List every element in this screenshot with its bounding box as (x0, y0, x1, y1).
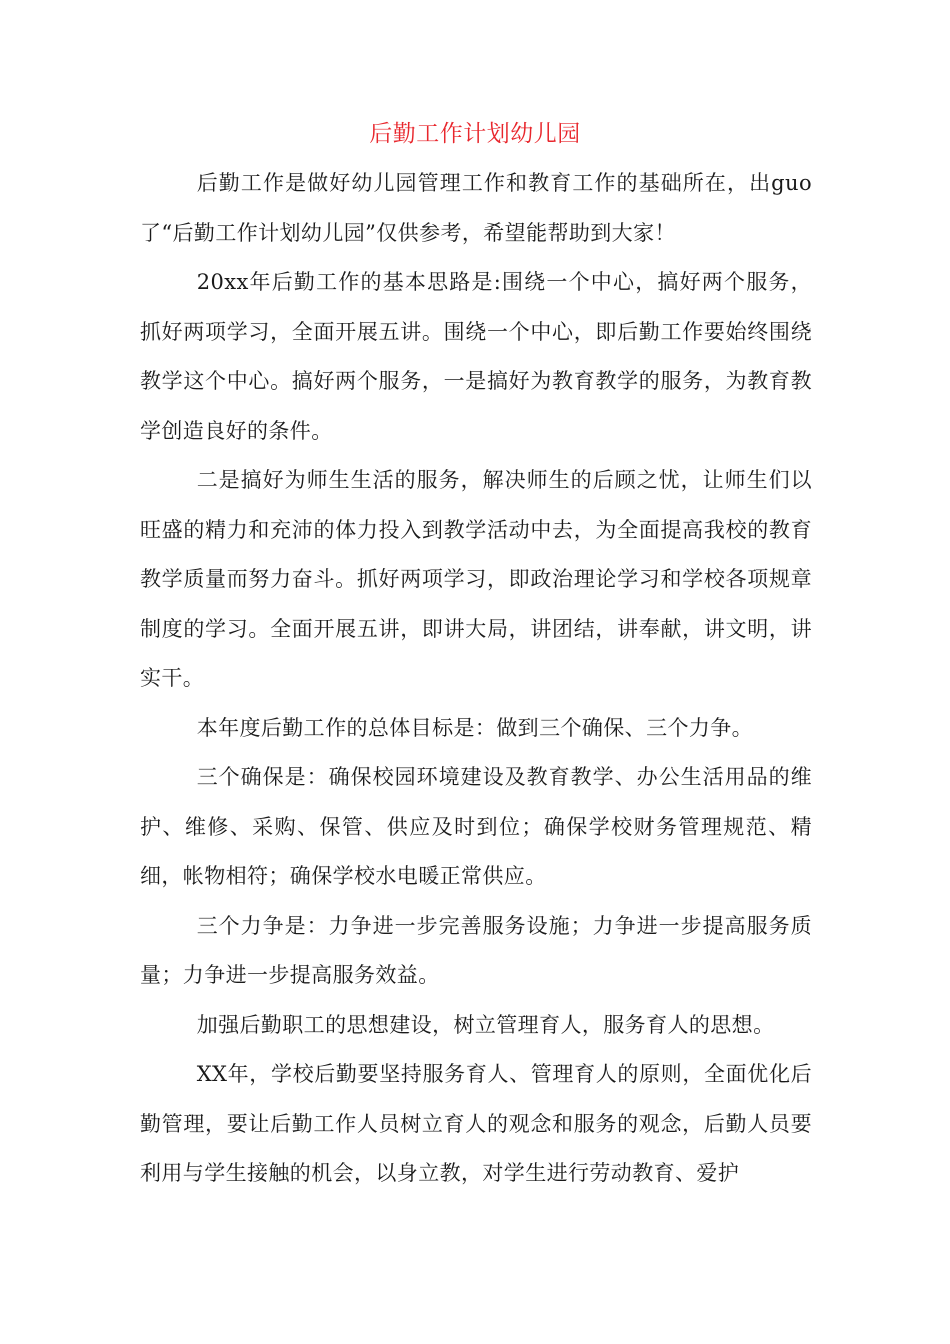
paragraph-three-ensures: 三个确保是：确保校园环境建设及教育教学、办公生活用品的维护、维修、采购、保管、供应及时到位；确保学校财务管理规范、精细，帐物相符；确保学校水电暖正常供应。 (140, 765, 812, 888)
paragraph-basic-approach: 20xx年后勤工作的基本思路是:围绕一个中心，搞好两个服务，抓好两项学习，全面开展五讲。围绕一个中心，即后勤工作要始终围绕教学这个中心。搞好两个服务，一是搞好为教育教学的服务，为教育教学创造良好的条件。 (140, 270, 812, 443)
document-title: 后勤工作计划幼儿园 (369, 121, 581, 147)
paragraph-three-strives: 三个力争是：力争进一步完善服务设施；力争进一步提高服务质量；力争进一步提高服务效益。 (140, 913, 812, 987)
paragraph-intro: 后勤工作是做好幼儿园管理工作和教育工作的基础所在，出guo了“后勤工作计划幼儿园”仅供参考，希望能帮助到大家！ (140, 171, 812, 245)
paragraph-annual-goal: 本年度后勤工作的总体目标是：做到三个确保、三个力争。 (196, 715, 754, 740)
document-body (140, 159, 812, 1199)
paragraph-staff-ideology: 加强后勤职工的思想建设，树立管理育人，服务育人的思想。 (196, 1012, 775, 1037)
paragraph-second-service: 二是搞好为师生生活的服务，解决师生的后顾之忧，让师生们以旺盛的精力和充沛的体力投入到教学活动中去，为全面提高我校的教育教学质量而努力奋斗。抓好两项学习，即政治理论学习和学校各项规章制度的学习。全面开展五讲，即讲大局，讲团结，讲奉献，讲文明，讲实干。 (140, 468, 812, 690)
paragraph-xx-year: XX年，学校后勤要坚持服务育人、管理育人的原则，全面优化后勤管理，要让后勤工作人员树立育人的观念和服务的观念，后勤人员要利用与学生接触的机会，以身立教，对学生进行劳动教育、爱护 (140, 1062, 812, 1185)
